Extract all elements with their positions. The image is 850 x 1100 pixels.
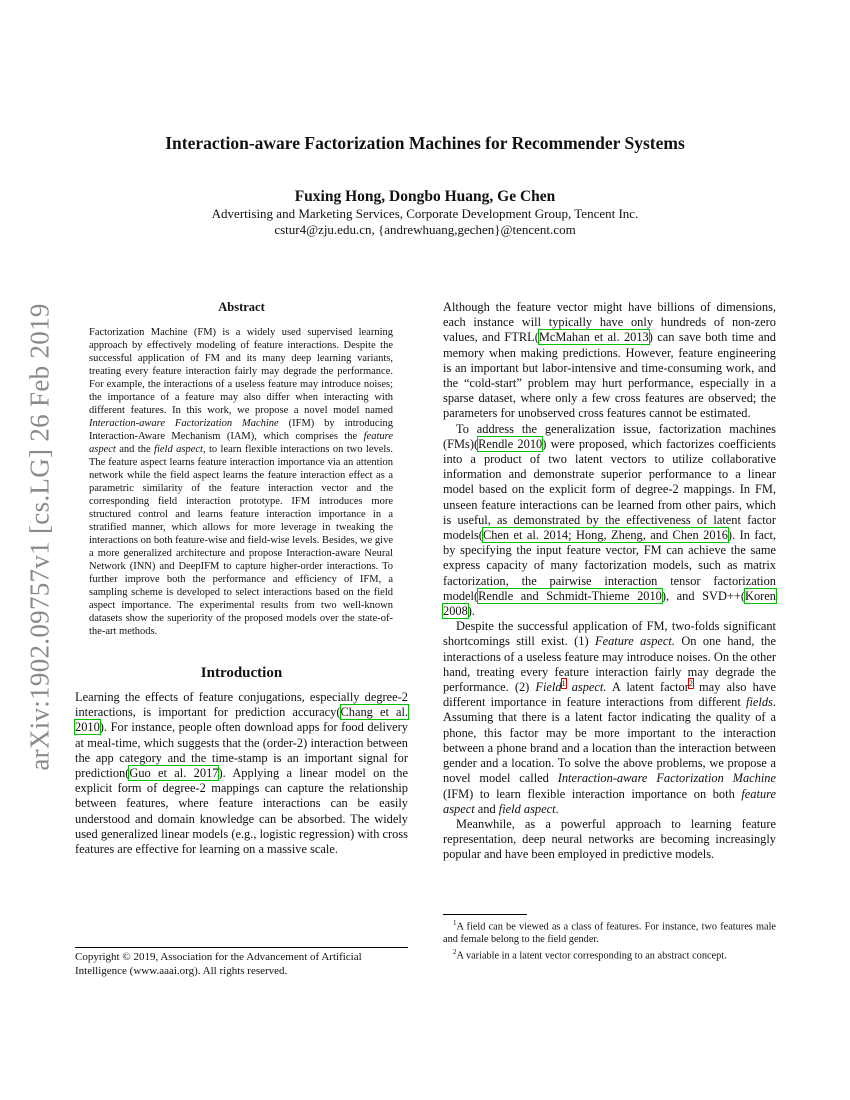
copyright-notice: Copyright © 2019, Association for the Advancement of Artificial Intelligence (www.aaai.org). All rights reserved.	[75, 947, 408, 978]
body-paragraph: To address the generalization issue, factorization machines (FMs)(Rendle 2010) were proposed, which factorizes coefficients into a product of two latent vectors to utilize collaborative information and demonstrate superior performance to a linear model based on the explicit form of degree-2 mappings. In FM, unseen feature interactions can be learned from other pairs, which is useful, as demonstrated by the effectiveness of latent factor models(Chen et al. 2014; Hong, Zheng, and Chen 2016). In fact, by specifying the input feature vector, FM can achieve the same express capacity of many factorization models, such as matrix factorization, the pairwise interaction tensor factorization model(Rendle and Schmidt-Thieme 2010), and SVD++(Koren 2008).	[443, 421, 776, 619]
citation-link[interactable]: Guo et al. 2017	[129, 766, 219, 781]
right-column-body	[443, 300, 776, 863]
footnote-rule	[443, 914, 527, 915]
right-column	[443, 300, 776, 863]
body-paragraph: Despite the successful application of FM, two-folds significant shortcomings still exist. (1) Feature aspect. On one hand, the interactions of a useless feature may introduce noises. On the other hand, treating every feature interaction fairly may degrade the performance. (2) Field$^1$ aspect. A latent factor$^2$ may also have different importance in feature interactions from different fields. Assuming that there is a latent factor indicating the quality of a phone, this factor may be more important to the interaction between a phone brand and a location than the interaction between gender and a location. To solve the above problems, we propose a novel model called Interaction-aware Factorization Machine (IFM) to learn flexible interaction importance on both feature aspect and field aspect.	[443, 619, 777, 816]
paper-title: Interaction-aware Factorization Machines for Recommender Systems	[165, 133, 685, 153]
introduction-body	[75, 690, 408, 857]
paper-authors: Fuxing Hong, Dongbo Huang, Ge Chen	[294, 188, 556, 205]
footnotes	[443, 914, 776, 963]
author-emails: cstur4@zju.edu.cn, {andrewhuang,gechen}@tencent.com	[274, 222, 576, 237]
citation-link[interactable]: Koren 2008	[443, 588, 776, 619]
citation-link[interactable]: McMahan et al. 2013	[538, 330, 649, 345]
arxiv-id: arXiv:1902.09757v1 [cs.LG] 26 Feb 2019	[24, 303, 55, 771]
affiliation: Advertising and Marketing Services, Corporate Development Group, Tencent Inc.	[211, 206, 639, 221]
abstract-paragraph: Factorization Machine (FM) is a widely used supervised learning approach by effectively modeling of feature interactions. Despite the successful application of FM and its many deep learning variants, treating every feature interaction fairly may degrade the performance. For example, the interactions of a useless feature may introduce noises; the importance of a feature may also differ when interacting with different features. In this work, we propose a novel model named Interaction-aware Factorization Machine (IFM) by introducing Interaction-Aware Mechanism (IAM), which comprises the feature aspect and the field aspect, to learn flexible interactions on two levels. The feature aspect learns feature interaction importance via an attention network while the field aspect learns the feature interaction effect as a parametric similarity of the feature interaction vector and the corresponding field interaction prototype. IFM introduces more structured control and learns feature interaction importance in a stratified manner, which allows for more leverage in tweaking the interactions on both feature-wise and field-wise levels. Besides, we give a more generalized architecture and propose Interaction-aware Neural Network (INN) and DeepIFM to capture higher-order interactions. To further improve both the performance and efficiency of IFM, a sampling scheme is developed to select interactions based on the field aspect importance. The experimental results from two well-known datasets show the superiority of the proposed models over the state-of-the-art methods.	[89, 327, 393, 637]
footnote: $^2$A variable in a latent vector corresponding to an abstract concept.	[453, 948, 727, 962]
citation-link[interactable]: Rendle 2010	[478, 436, 543, 451]
abstract-heading: Abstract	[218, 300, 265, 314]
abstract-body	[89, 326, 393, 638]
body-paragraph: Although the feature vector might have billions of dimensions, each instance will typically have only hundreds of non-zero values, and FTRL(McMahan et al. 2013) can save both time and memory when making predictions. However, feature engineering is an important but labor-intensive and time-consuming work, and the “cold-start” problem may hurt performance, especially in a sparse dataset, where only a few cross features are observed; the parameters for unobserved cross features cannot be estimated.	[443, 300, 777, 421]
footnote: $^1$A field can be viewed as a class of features. For instance, two features male and female belong to the field gender.	[443, 919, 776, 946]
body-paragraph: Meanwhile, as a powerful approach to learning feature representation, deep neural networks are becoming increasingly popular and have been employed in predictive models.	[443, 816, 776, 862]
arxiv-sidebar-stamp	[20, 292, 60, 782]
footnote-link[interactable]: 2	[688, 678, 693, 688]
citation-link[interactable]: Chang et al. 2010	[75, 705, 409, 735]
author-affiliation-block	[0, 206, 850, 238]
left-column	[75, 300, 408, 857]
citation-link[interactable]: Chen et al. 2014; Hong, Zheng, and Chen 2016	[482, 528, 728, 543]
footnote-link[interactable]: 1	[561, 678, 566, 688]
intro-paragraph: Learning the effects of feature conjugations, especially degree-2 interactions, is important for prediction accuracy(Chang et al. 2010). For instance, people often download apps for food delivery at meal-time, which suggests that the (order-2) interaction between the app category and the time-stamp is an important signal for prediction(Guo et al. 2017). Applying a linear model on the explicit form of degree-2 mappings can capture the relationship between features, where feature interactions can be easily understood and domain knowledge can be absorbed. The widely used generalized linear models (e.g., logistic regression) with cross features are effective for learning on a massive scale.	[75, 690, 409, 857]
citation-link[interactable]: Rendle and Schmidt-Thieme 2010	[478, 588, 662, 603]
introduction-heading: Introduction	[200, 665, 283, 681]
